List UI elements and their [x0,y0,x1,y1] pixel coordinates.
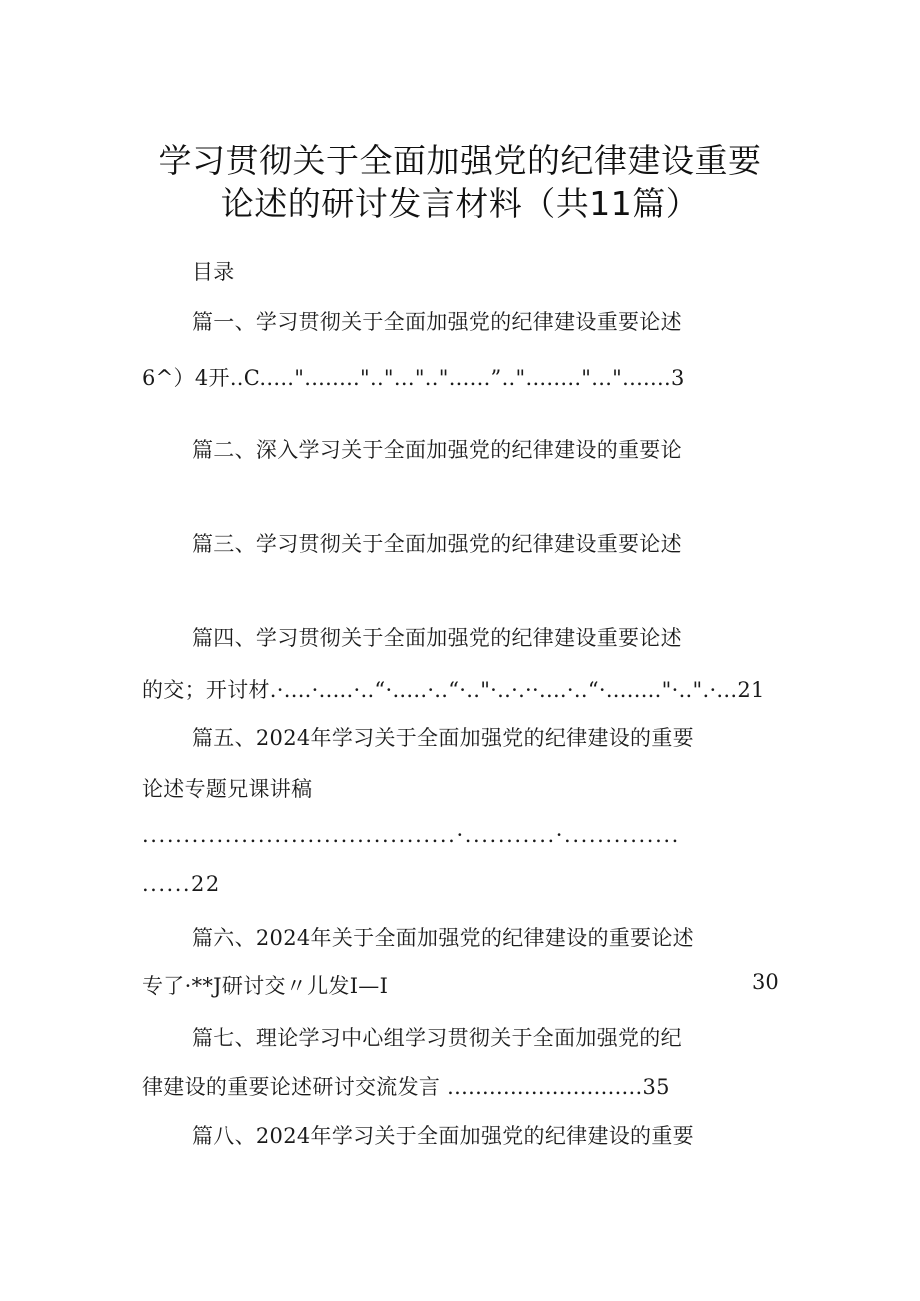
toc-page-number-22: ......22 [142,872,221,896]
toc-entry-7-continuation: 律建设的重要论述研讨交流发言 ............................35 [142,1075,670,1099]
document-title-line-1: 学习贯彻关于全面加强党的纪律建设重要 [158,141,762,180]
toc-entry-4-continuation: 的交；开讨材.·....·.....·..“·.....·..“·.."·..·.··....·..“·........"·..".·...21 [142,678,765,702]
toc-entry-8: 篇八、2024年学习关于全面加强党的纪律建设的重要 [192,1124,694,1148]
document-title-line-2: 论述的研讨发言材料（共11篇） [220,184,700,223]
toc-entry-5: 篇五、2024年学习关于全面加强党的纪律建设的重要 [192,726,694,750]
toc-entry-6: 篇六、2024年关于全面加强党的纪律建设的重要论述 [192,926,694,950]
toc-leader-dots: ......................................·...........·.............. [142,823,680,847]
toc-entry-1: 篇一、学习贯彻关于全面加强党的纪律建设重要论述 [192,310,682,334]
toc-entry-6-continuation: 专了·**J研讨交〃儿发I—I [142,974,389,998]
toc-entry-2: 篇二、深入学习关于全面加强党的纪律建设的重要论 [192,438,682,462]
toc-page-number-30: 30 [752,970,779,994]
toc-entry-3: 篇三、学习贯彻关于全面加强党的纪律建设重要论述 [192,532,682,556]
toc-heading: 目录 [192,260,235,284]
toc-entry-4: 篇四、学习贯彻关于全面加强党的纪律建设重要论述 [192,626,682,650]
toc-entry-7: 篇七、理论学习中心组学习贯彻关于全面加强党的纪 [192,1026,682,1050]
toc-entry-1-continuation: 6^）4开..C....."........".."...".."......”.."........"...".......3 [142,366,685,390]
toc-entry-5-continuation: 论述专题兄课讲稿 [142,777,313,801]
